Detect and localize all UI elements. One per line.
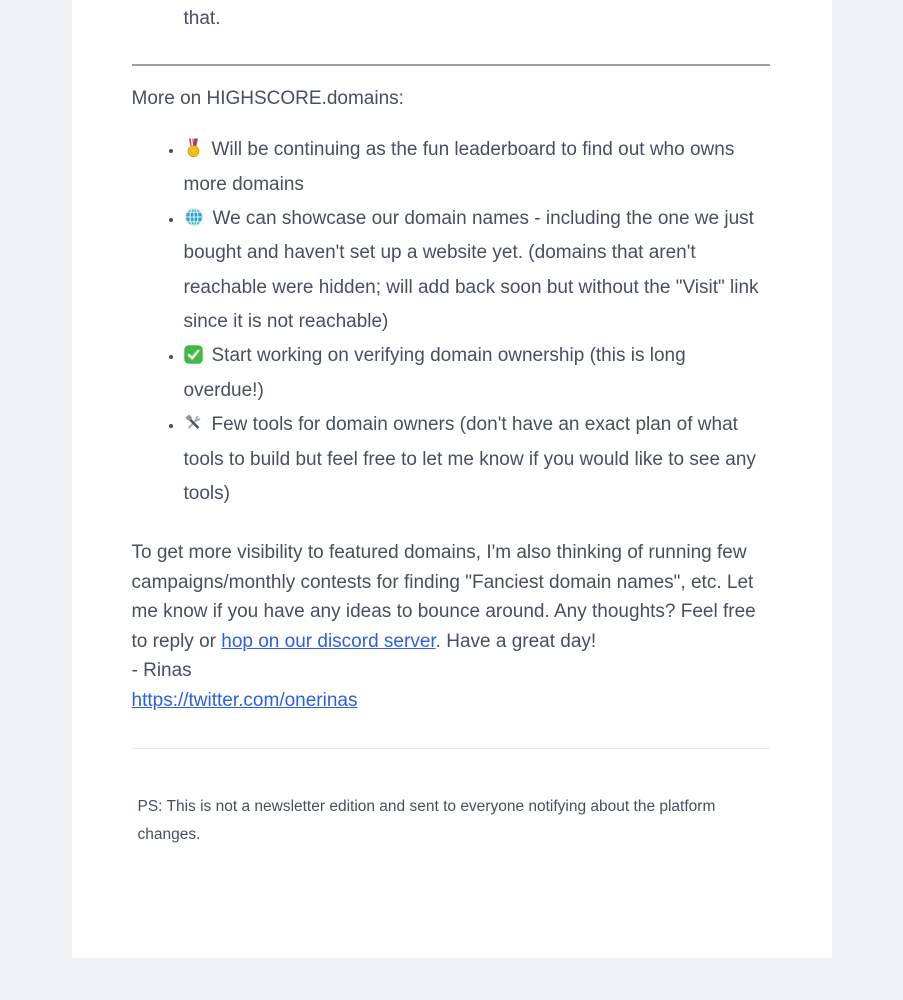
list-item-text: Start working on verifying domain ownership (this is long overdue!): [183, 345, 686, 401]
list-item-text: Will be continuing as the fun leaderboard to find out who owns more domains: [183, 139, 735, 195]
list-item-text: We can showcase our domain names - including the one we just bought and haven't set up a website yet. (domains that aren't reachable were hidden; will add back soon but without the "Visit" link since it is not reachable): [183, 207, 759, 333]
email-body-card: [72, 0, 832, 958]
hammer-wrench-icon: [184, 413, 203, 433]
feature-list: [132, 133, 770, 511]
list-item: [184, 408, 770, 511]
twitter-profile-link[interactable]: https://twitter.com/onerinas: [131, 689, 358, 711]
check-mark-icon: [184, 345, 203, 364]
paragraph-text: - Rinas: [131, 660, 192, 682]
paragraph-text: To get more visibility to featured domains, I'm also thinking of running few campaigns/monthly contests for finding "Fanciest domain names", etc. Let me know if you have any ideas to bounce around. Any thoughts? Feel free to reply or: [131, 542, 756, 652]
section-heading: More on HIGHSCORE.domains:: [131, 87, 404, 109]
discord-server-link[interactable]: hop on our discord server: [221, 630, 436, 652]
list-item: [184, 202, 770, 340]
paragraph-text: . Have a great day!: [435, 630, 597, 652]
sports-medal-icon: [184, 138, 203, 158]
list-item: [184, 339, 770, 408]
list-item-text: Few tools for domain owners (don't have an exact plan of what tools to build but feel free to let me know if you would like to see any tools): [183, 414, 756, 504]
section-divider: [132, 64, 770, 66]
ps-note: PS: This is not a newsletter edition and sent to everyone notifying about the platform changes.: [137, 797, 716, 843]
closing-paragraph: [132, 538, 770, 715]
list-item: [184, 133, 770, 202]
globe-icon: [184, 207, 204, 227]
truncated-list-item: that.: [183, 8, 221, 29]
footer-divider: [132, 748, 770, 749]
